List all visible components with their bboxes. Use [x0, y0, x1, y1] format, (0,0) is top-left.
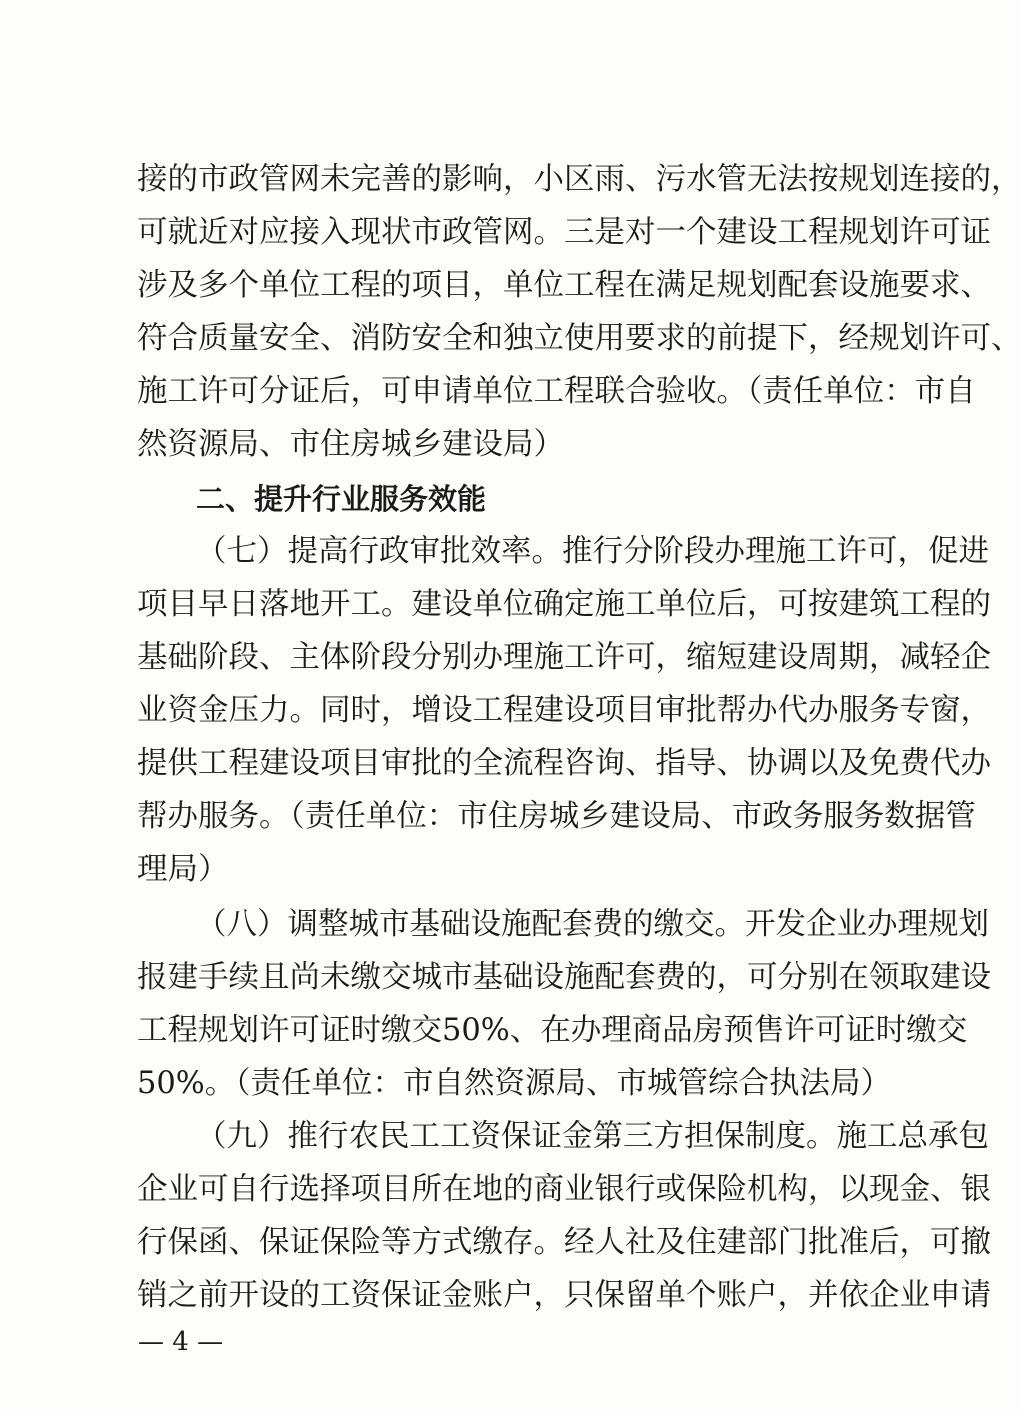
paragraph-first-line: （九）推行农民工工资保证金第三方担保制度。施工总承包 [196, 1119, 989, 1154]
body-line: 业资金压力。同时，增设工程建设项目审批帮办代办服务专窗， [137, 693, 991, 728]
paragraph-first-line: （七）提高行政审批效率。推行分阶段办理施工许可，促进 [196, 534, 989, 569]
body-line: 帮办服务。（责任单位：市住房城乡建设局、市政务服务数据管 [137, 799, 976, 834]
body-line: 工程规划许可证时缴交50%、在办理商品房预售许可证时缴交 [137, 1013, 968, 1048]
body-line: 项目早日落地开工。建设单位确定施工单位后，可按建筑工程的 [137, 587, 991, 622]
body-line: 然资源局、市住房城乡建设局） [137, 427, 564, 462]
body-line: 符合质量安全、消防安全和独立使用要求的前提下，经规划许可、 [137, 321, 1022, 356]
body-line: 理局） [137, 852, 229, 887]
body-line: 基础阶段、主体阶段分别办理施工许可，缩短建设周期，减轻企 [137, 640, 991, 675]
page-number: — 4 — [138, 1327, 224, 1357]
paragraph-first-line: （八）调整城市基础设施配套费的缴交。开发企业办理规划 [196, 907, 989, 942]
body-line: 50%。（责任单位：市自然资源局、市城管综合执法局） [137, 1066, 892, 1101]
body-line: 企业可自行选择项目所在地的商业银行或保险机构，以现金、银 [137, 1172, 991, 1207]
body-line: 接的市政管网未完善的影响，小区雨、污水管无法按规划连接的， [137, 162, 1022, 197]
body-line: 销之前开设的工资保证金账户，只保留单个账户，并依企业申请 [137, 1278, 991, 1313]
body-line: 涉及多个单位工程的项目，单位工程在满足规划配套设施要求、 [137, 268, 991, 303]
body-line: 行保函、保证保险等方式缴存。经人社及住建部门批准后，可撤 [137, 1225, 991, 1260]
body-line: 报建手续且尚未缴交城市基础设施配套费的，可分别在领取建设 [137, 960, 991, 995]
body-line: 施工许可分证后，可申请单位工程联合验收。（责任单位：市自 [137, 374, 976, 409]
body-line: 可就近对应接入现状市政管网。三是对一个建设工程规划许可证 [137, 215, 991, 250]
body-line: 提供工程建设项目审批的全流程咨询、指导、协调以及免费代办 [137, 746, 991, 781]
section-heading: 二、提升行业服务效能 [196, 482, 487, 516]
